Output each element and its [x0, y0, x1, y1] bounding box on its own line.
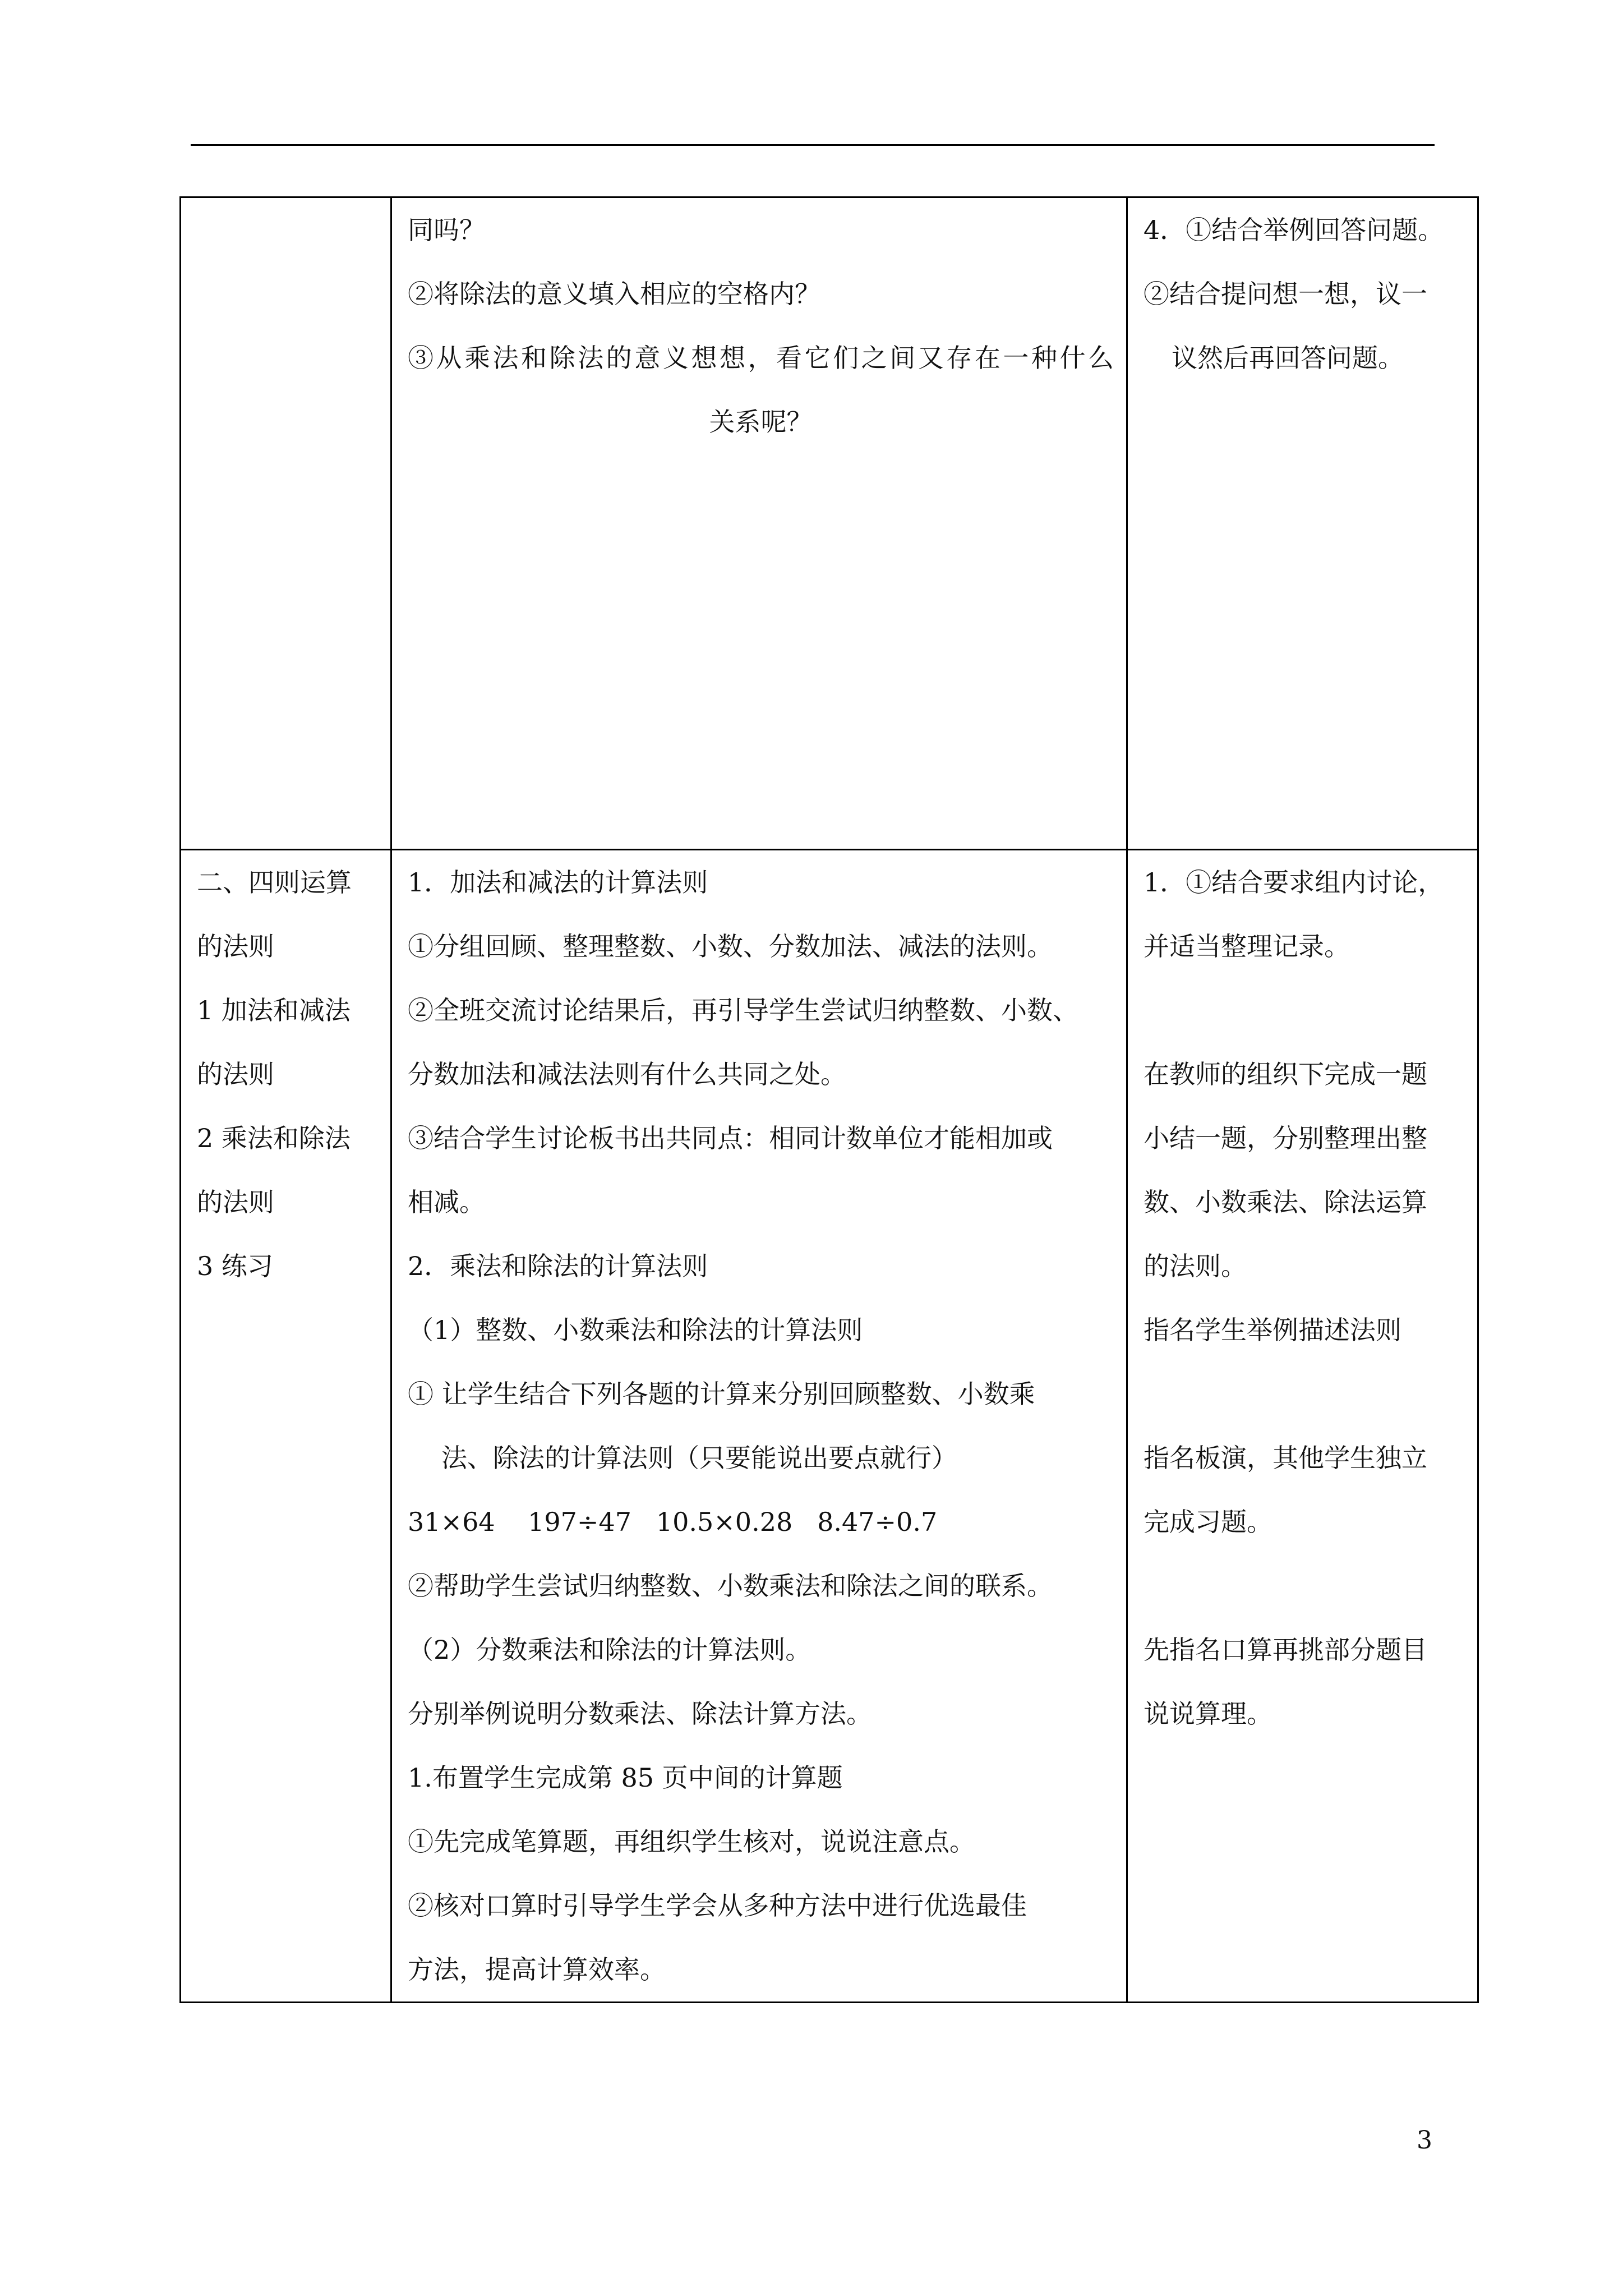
- text-line: 在教师的组织下完成一题: [1144, 1059, 1427, 1089]
- text-line: 指名板演，其他学生独立: [1144, 1443, 1427, 1473]
- text-line: 的法则。: [1144, 1251, 1247, 1281]
- text-line: 说说算理。: [1144, 1699, 1272, 1729]
- topic-cell: [181, 197, 391, 850]
- text-line: 相减。: [408, 1187, 485, 1217]
- text-line: 2 乘法和除法: [197, 1123, 351, 1153]
- text-line: ②帮助学生尝试归纳整数、小数乘法和除法之间的联系。: [408, 1571, 1053, 1601]
- text-line: （2）分数乘法和除法的计算法则。: [408, 1635, 811, 1665]
- text-line: 议然后再回答问题。: [1172, 343, 1404, 373]
- text-line: ①分组回顾、整理整数、小数、分数加法、减法的法则。: [408, 931, 1053, 961]
- text-line: ①先完成笔算题，再组织学生核对，说说注意点。: [408, 1826, 975, 1857]
- text-line: 并适当整理记录。: [1144, 931, 1350, 961]
- text-line: ②结合提问想一想，议一: [1144, 279, 1427, 309]
- text-line: 31×64 197÷47 10.5×0.28 8.47÷0.7: [408, 1507, 938, 1537]
- text-line: ②核对口算时引导学生学会从多种方法中进行优选最佳: [408, 1890, 1027, 1921]
- teacher-activity-cell: [391, 197, 1127, 850]
- student-activity-cell: [1127, 197, 1478, 850]
- text-line: [1144, 978, 1465, 1042]
- text-line: 二、四则运算: [197, 867, 352, 898]
- text-line: 小结一题，分别整理出整: [1144, 1123, 1427, 1153]
- text-line: 方法，提高计算效率。: [408, 1954, 666, 1985]
- teacher-activity-cell: [391, 850, 1127, 2003]
- lesson-plan-table: [179, 196, 1479, 2003]
- student-activity-cell: [1127, 850, 1478, 2003]
- text-line: 1.布置学生完成第 85 页中间的计算题: [408, 1763, 843, 1793]
- topic-cell: [181, 850, 391, 2003]
- text-line: ②将除法的意义填入相应的空格内？: [408, 279, 820, 309]
- text-line: 先指名口算再挑部分题目: [1144, 1635, 1427, 1665]
- table-row: [181, 850, 1478, 2003]
- text-line: 2．乘法和除法的计算法则: [408, 1251, 708, 1281]
- table-row: [181, 197, 1478, 850]
- text-line: 完成习题。: [1144, 1507, 1272, 1537]
- text-line: ① 让学生结合下列各题的计算来分别回顾整数、小数乘: [408, 1379, 1035, 1409]
- text-line: 的法则: [197, 1187, 274, 1217]
- header-rule: [191, 144, 1435, 146]
- text-line: [1144, 1554, 1465, 1618]
- text-line: 同吗？: [408, 215, 485, 245]
- text-line: 1 加法和减法: [197, 995, 351, 1025]
- text-line: 4．①结合举例回答问题。: [1144, 215, 1444, 245]
- text-line: ③从乘法和除法的意义想想，看它们之间又存在一种什么: [408, 343, 1114, 373]
- text-line: 3 练习: [197, 1251, 273, 1281]
- page-number: 3: [1417, 2126, 1432, 2155]
- text-line: 的法则: [197, 1059, 274, 1089]
- text-line: 数、小数乘法、除法运算: [1144, 1187, 1427, 1217]
- text-line: 的法则: [197, 931, 274, 961]
- text-line: 1．加法和减法的计算法则: [408, 867, 708, 898]
- text-line: [1144, 1362, 1465, 1426]
- text-line: 法、除法的计算法则（只要能说出要点就行）: [441, 1443, 957, 1473]
- text-line: ③结合学生讨论板书出共同点：相同计数单位才能相加或: [408, 1123, 1053, 1153]
- text-line: 分数加法和减法法则有什么共同之处。: [408, 1059, 846, 1089]
- text-line: 分别举例说明分数乘法、除法计算方法。: [408, 1699, 872, 1729]
- text-line: 关系呢？: [709, 407, 813, 437]
- text-line: 1．①结合要求组内讨论，: [1144, 867, 1444, 898]
- text-line: （1）整数、小数乘法和除法的计算法则: [408, 1315, 863, 1345]
- text-line: 指名学生举例描述法则: [1144, 1315, 1401, 1345]
- text-line: ②全班交流讨论结果后，再引导学生尝试归纳整数、小数、: [408, 995, 1078, 1025]
